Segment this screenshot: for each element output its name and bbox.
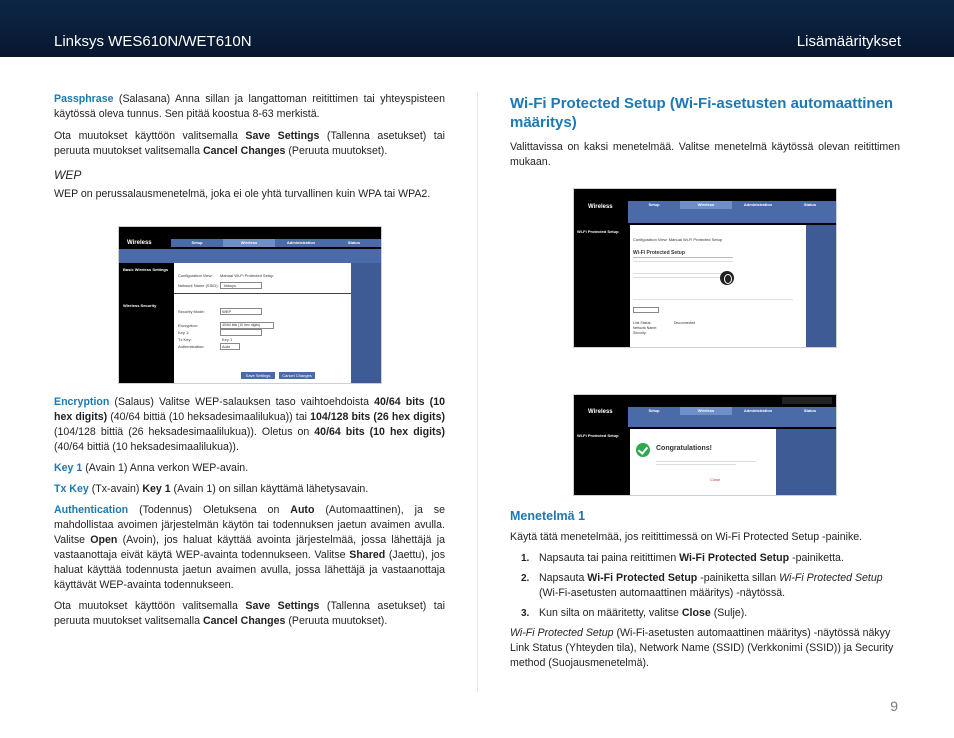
step-item: 2. Napsauta Wi-Fi Protected Setup -painiketta sillan Wi-Fi Protected Setup (Wi-Fi-asetusten automaattinen määritys) -näytössä. [521,572,883,599]
page-number: 9 [890,698,898,714]
page-header [0,0,954,57]
save-paragraph-2: Ota muutokset käyttöön valitsemalla Save Settings (Tallenna asetukset) tai peruuta muutokset valitsemalla Cancel Changes (Peruuta muutokset). [54,600,445,627]
wps-button-icon [720,271,734,285]
txkey-paragraph: Tx Key (Tx-avain) Key 1 (Avain 1) on sillan käyttämä lähetysavain. [54,483,369,495]
router-subnav [119,249,381,263]
key1-field [220,329,262,336]
tab-status: Status [803,202,817,207]
wps-heading: Wi-Fi Protected Setup (Wi-Fi-asetusten automaattinen määritys) [510,95,894,131]
router-sidebar: Basic Wireless Settings Wireless Security [119,263,174,383]
authentication-paragraph: Authentication (Todennus) Oletuksena on Auto (Automaattinen), ja se mahdollistaa avoimen järjestelmän käytön tai todennuksen jaetun avaimen avulla. Valitse Open (Avoin), jos haluat käyttää avointa järjestelmää, jossa lähettäjä ja vastaanottaja eivät käytä WEP-avainta todennukseen. Valitse Shared (Jaettu), jos haluat käyttää todennusta jaetun avaimen avulla, jossa lähettäjä ja vastaanottaja käyttävät WEP-avainta todennukseen. [54,504,445,591]
encryption-paragraph: Encryption (Salaus) Valitse WEP-salauksen taso vaihtoehdoista 40/64 bits (10 hex digits) (40/64 bittiä (10 heksadesimaalilukua)) tai 104/128 bits (26 hex digits) (104/128 bittiä (26 heksadesimaalilukua)). Oletus on 40/64 bits (10 hex digits) (40/64 bittiä (10 heksadesimaalilukua)). [54,396,445,453]
tab-wireless: Wireless [680,201,732,209]
congratulations-screenshot: Wireless Setup Wireless Administration Status Wi-Fi Protected Setup Congratulations! Close [573,394,837,496]
tab-setup: Setup [648,408,660,413]
step-item: 1. Napsauta tai paina reitittimen Wi-Fi Protected Setup -painiketta. [521,552,844,564]
wps-screenshot: Wireless Setup Wireless Administration Status Wi-Fi Protected Setup Configuration View: Manual Wi-Fi Protected Setup Wi-Fi Protected Setup Link Status: Network Name: Security: Disconnected [573,188,837,348]
wep-settings-screenshot [118,226,382,384]
key1-paragraph: Key 1 (Avain 1) Anna verkon WEP-avain. [54,462,249,474]
tab-administration: Administration [286,240,316,245]
method-intro: Käytä tätä menetelmää, jos reitittimessä on Wi-Fi Protected Setup -painike. [510,531,863,543]
section-title: Lisämääritykset [796,33,901,50]
cancel-changes-mini: Cancel Changes [279,372,315,379]
method-heading: Menetelmä 1 [510,509,586,523]
passphrase-paragraph: Passphrase (Salasana) Anna sillan ja langattoman reitittimen tai yhteyspisteen käytössä oleva tunnus. Sen pitää koostua 8-63 merkistä. [54,93,445,120]
wps-intro: Valittavissa on kaksi menetelmää. Valitse menetelmä käytössä olevan reitittimen mukaan. [510,141,900,168]
check-icon [636,443,650,457]
tab-wireless: Wireless [680,407,732,415]
tab-status: Status [803,408,817,413]
router-panel: Configuration View: Manual Wi-Fi Protected Setup Network Name (SSID): linksys Security Mode: WEP Encryption: 40/64 bits (10 hex digits) Key 1: Tx Key: Key 1 Authentication: Auto [174,263,351,383]
product-title: Linksys WES610N/WET610N [54,33,252,50]
closing-paragraph: Wi-Fi Protected Setup (Wi-Fi-asetusten automaattinen määritys) -näytössä näkyy Link Status (Yhteyden tila), Network Name (SSID) (Verkkonimi (SSID)) ja Security method (Suojausmenetelmä). [510,627,894,669]
column-divider [477,92,478,692]
passphrase-term: Passphrase [54,93,114,105]
tab-setup: Setup [191,240,203,245]
wep-description: WEP on perussalausmenetelmä, joka ei ole yhtä turvallinen kuin WPA tai WPA2. [54,188,431,200]
router-tabs [171,239,381,247]
save-paragraph-1: Ota muutokset käyttöön valitsemalla Save Settings (Tallenna asetukset) tai peruuta muutokset valitsemalla Cancel Changes (Peruuta muutokset). [54,130,445,157]
wep-heading: WEP [54,168,82,182]
tab-status: Status [347,240,361,245]
tab-administration: Administration [743,408,773,413]
tab-administration: Administration [743,202,773,207]
router-nav: Wireless Setup Wireless Administration Status [119,227,381,263]
router-rightbar [351,263,381,383]
save-settings-mini: Save Settings [241,372,275,379]
tab-wireless: Wireless [223,239,275,247]
method-steps [510,551,900,621]
step-item: 3. Kun silta on määritetty, valitse Close (Sulje). [521,607,748,619]
tab-setup: Setup [648,202,660,207]
